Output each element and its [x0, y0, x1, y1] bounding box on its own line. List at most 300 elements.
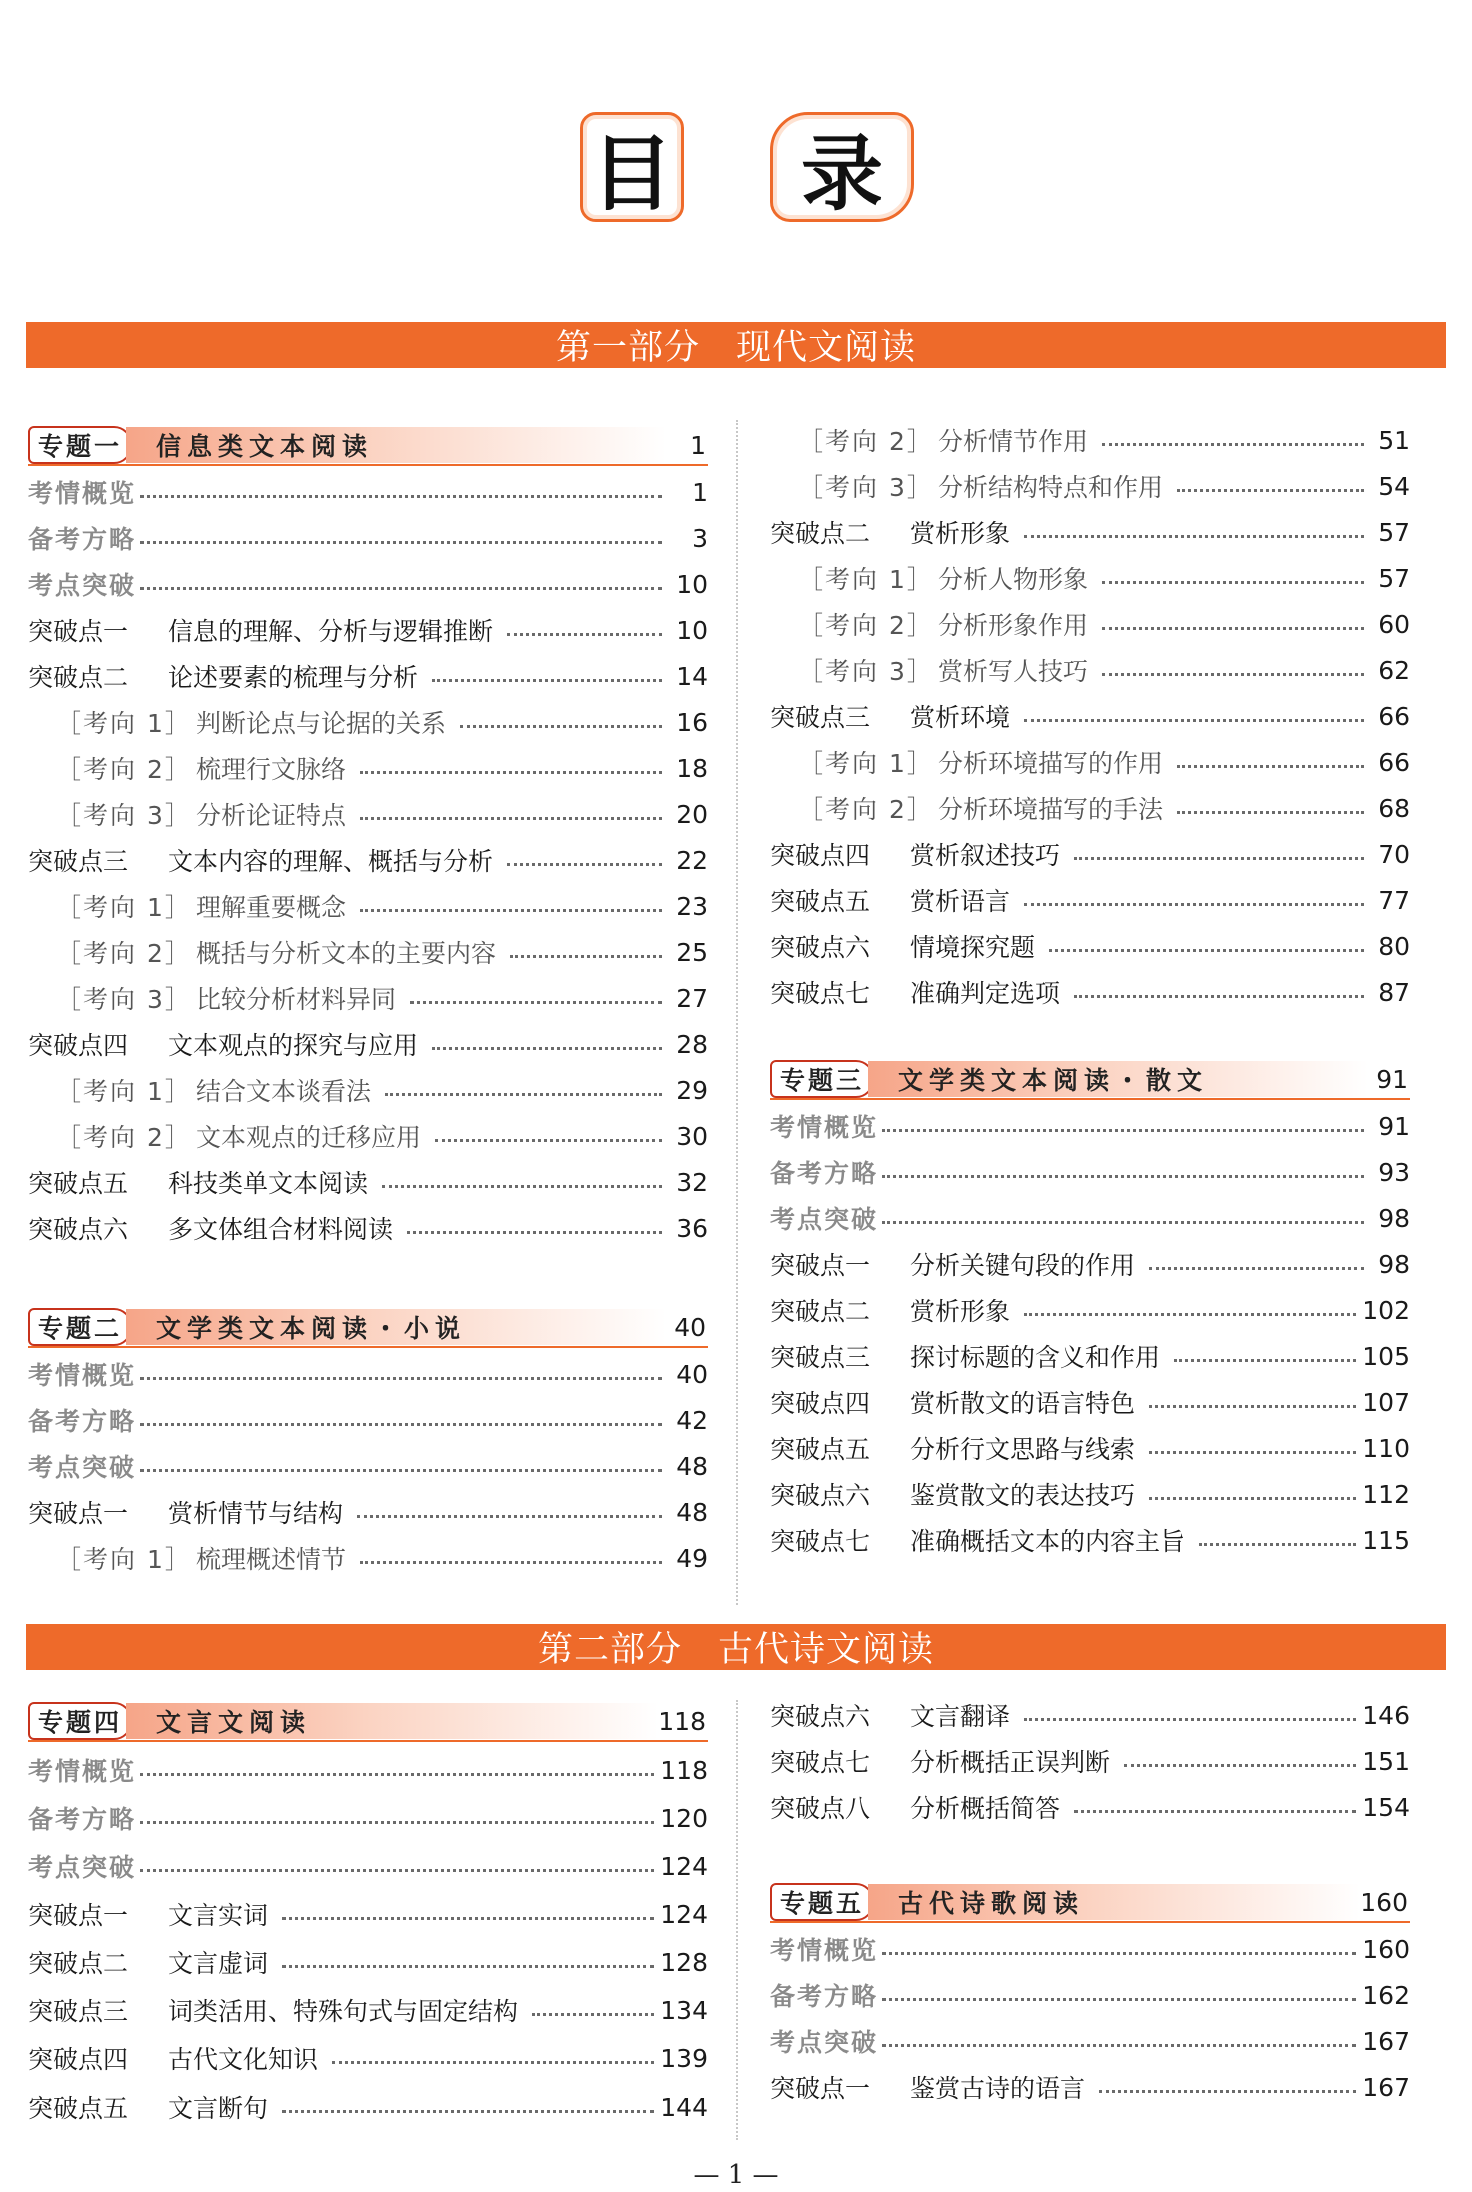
page-number-ref: 16 — [676, 707, 708, 737]
section-heading[interactable] — [770, 1106, 1410, 1146]
toc-entry[interactable] — [770, 1428, 1410, 1468]
subentry-label — [28, 980, 396, 1016]
subentry-number: ［考向 3］ — [56, 985, 192, 1014]
page-number-ref: 167 — [1362, 2072, 1410, 2102]
page-number-ref: 29 — [676, 1075, 708, 1105]
section-heading[interactable] — [770, 1152, 1410, 1192]
page-number-ref: 14 — [676, 661, 708, 691]
page-number-ref: 3 — [692, 523, 708, 553]
entry-number: 突破点一 — [28, 617, 129, 646]
topic-tag: 专题二 — [28, 1308, 132, 1346]
entry-number: 突破点五 — [770, 887, 871, 916]
entry-number: 突破点一 — [770, 2074, 871, 2103]
topic-tag: 专题一 — [28, 426, 132, 464]
subentry-name: 判断论点与论据的关系 — [196, 709, 447, 738]
subentry-name: 分析情节作用 — [938, 427, 1089, 456]
toc-entry[interactable] — [770, 1520, 1410, 1560]
subentry-number: ［考向 3］ — [798, 473, 934, 502]
entry-label — [770, 1430, 1135, 1466]
page-number-ref: 49 — [676, 1543, 708, 1573]
page-number-ref: 40 — [676, 1359, 708, 1389]
toc-entry[interactable] — [770, 1382, 1410, 1422]
toc-title — [0, 112, 1472, 222]
entry-number: 突破点二 — [28, 1949, 129, 1978]
section-heading[interactable] — [770, 1929, 1410, 1969]
part-banner-2: 第二部分 古代诗文阅读 — [26, 1624, 1446, 1670]
leader-dots — [140, 1821, 654, 1824]
entry-label — [28, 1026, 418, 1062]
entry-name: 赏析散文的语言特色 — [910, 1389, 1136, 1418]
entry-label — [770, 928, 1035, 964]
leader-dots — [140, 587, 662, 590]
entry-number: 突破点二 — [770, 519, 871, 548]
page-number-ref: 146 — [1362, 1700, 1410, 1730]
page-number-ref: 54 — [1378, 471, 1410, 501]
page-number-ref: 57 — [1378, 517, 1410, 547]
topic-heading[interactable] — [28, 1308, 708, 1348]
entry-label — [28, 2040, 318, 2076]
entry-label — [770, 836, 1060, 872]
toc-entry[interactable] — [770, 972, 1410, 1012]
topic-name: 古代诗歌阅读 — [868, 1884, 1360, 1920]
leader-dots — [1177, 765, 1364, 768]
section-heading[interactable] — [28, 1446, 708, 1486]
page-number-ref: 68 — [1378, 793, 1410, 823]
page-number-ref: 91 — [1378, 1111, 1410, 1141]
subentry-number: ［考向 2］ — [56, 939, 192, 968]
leader-dots — [1149, 1405, 1356, 1408]
subentry-label — [28, 888, 346, 924]
page-number-ref: 98 — [1378, 1249, 1410, 1279]
topic-heading[interactable] — [770, 1883, 1410, 1923]
entry-number: 突破点八 — [770, 1794, 871, 1823]
toc-entry[interactable] — [28, 610, 708, 650]
leader-dots — [435, 1139, 662, 1142]
entry-label — [770, 974, 1060, 1010]
entry-number: 突破点三 — [28, 1997, 129, 2026]
page-number-ref: 23 — [676, 891, 708, 921]
leader-dots — [140, 1869, 654, 1872]
section-label: 备考方略 — [28, 1805, 137, 1834]
entry-label — [770, 1246, 1135, 1282]
entry-number: 突破点四 — [770, 841, 871, 870]
subentry-name: 分析环境描写的作用 — [938, 749, 1164, 778]
leader-dots — [282, 2110, 654, 2113]
subentry-label — [770, 652, 1088, 688]
toc-subentry[interactable] — [28, 794, 708, 834]
page-number-ref: 28 — [676, 1029, 708, 1059]
subentry-name: 分析形象作用 — [938, 611, 1089, 640]
entry-number: 突破点三 — [28, 847, 129, 876]
entry-number: 突破点三 — [770, 703, 871, 732]
leader-dots — [140, 1469, 662, 1472]
leader-dots — [882, 1129, 1364, 1132]
entry-name: 分析关键句段的作用 — [910, 1251, 1136, 1280]
page-number-ref: 66 — [1378, 701, 1410, 731]
section-label: 考情概览 — [28, 479, 137, 508]
page-number-ref: 115 — [1362, 1525, 1410, 1555]
entry-label — [28, 658, 418, 694]
leader-dots — [1074, 857, 1364, 860]
entry-number: 突破点五 — [28, 2094, 129, 2123]
section-heading[interactable] — [770, 1975, 1410, 2015]
entry-number: 突破点一 — [28, 1901, 129, 1930]
leader-dots — [282, 1917, 654, 1920]
entry-number: 突破点二 — [28, 663, 129, 692]
toc-entry[interactable] — [28, 2087, 708, 2127]
entry-number: 突破点五 — [770, 1435, 871, 1464]
entry-label — [770, 1697, 1010, 1733]
section-label: 考点突破 — [28, 571, 137, 600]
toc-entry[interactable] — [770, 1695, 1410, 1735]
page-number-ref: 30 — [676, 1121, 708, 1151]
entry-number: 突破点六 — [28, 1215, 129, 1244]
entry-name: 文本观点的探究与应用 — [168, 1031, 419, 1060]
toc-entry[interactable] — [770, 1741, 1410, 1781]
leader-dots — [357, 1515, 662, 1518]
toc-entry[interactable] — [28, 1492, 708, 1532]
page-number-ref: 151 — [1362, 1746, 1410, 1776]
leader-dots — [510, 955, 662, 958]
subentry-label — [770, 744, 1163, 780]
subentry-label — [770, 468, 1163, 504]
leader-dots — [1024, 1718, 1356, 1721]
entry-number: 突破点七 — [770, 1527, 871, 1556]
page-number-ref: 134 — [660, 1995, 708, 2025]
page-number-ref: 118 — [658, 1706, 706, 1736]
entry-name: 文言实词 — [168, 1901, 269, 1930]
entry-label — [770, 1292, 1010, 1328]
entry-name: 赏析叙述技巧 — [910, 841, 1061, 870]
page-number-ref: 160 — [1362, 1934, 1410, 1964]
subentry-label — [28, 750, 346, 786]
toc-subentry[interactable] — [770, 742, 1410, 782]
entry-name: 赏析形象 — [910, 519, 1011, 548]
topic-tag: 专题三 — [770, 1060, 874, 1098]
subentry-label — [28, 1540, 346, 1576]
section-heading[interactable] — [28, 518, 708, 558]
section-heading[interactable] — [28, 1846, 708, 1886]
topic-tag: 专题四 — [28, 1702, 132, 1740]
entry-label — [28, 2089, 268, 2125]
page-number-ref: 139 — [660, 2043, 708, 2073]
subentry-number: ［考向 1］ — [56, 893, 192, 922]
toc-entry[interactable] — [28, 1894, 708, 1934]
toc-entry[interactable] — [770, 834, 1410, 874]
leader-dots — [1024, 1313, 1356, 1316]
entry-name: 古代文化知识 — [168, 2045, 319, 2074]
subentry-number: ［考向 2］ — [56, 1123, 192, 1152]
toc-entry[interactable] — [770, 2067, 1410, 2107]
entry-number: 突破点四 — [28, 1031, 129, 1060]
page-number-ref: 57 — [1378, 563, 1410, 593]
toc-entry[interactable] — [28, 1024, 708, 1064]
entry-number: 突破点六 — [770, 1481, 871, 1510]
entry-name: 情境探究题 — [910, 933, 1036, 962]
page-number-ref: 70 — [1378, 839, 1410, 869]
page-number-ref: 20 — [676, 799, 708, 829]
subentry-name: 分析人物形象 — [938, 565, 1089, 594]
subentry-name: 分析环境描写的手法 — [938, 795, 1164, 824]
entry-number: 突破点五 — [28, 1169, 129, 1198]
page-number-ref: 60 — [1378, 609, 1410, 639]
section-heading[interactable] — [28, 1798, 708, 1838]
section-heading[interactable] — [28, 564, 708, 604]
toc-subentry[interactable] — [770, 604, 1410, 644]
toc-subentry[interactable] — [28, 1070, 708, 1110]
toc-entry[interactable] — [770, 1290, 1410, 1330]
topic-tag: 专题五 — [770, 1883, 874, 1921]
toc-entry[interactable] — [770, 1787, 1410, 1827]
entry-label — [770, 1522, 1185, 1558]
toc-subentry[interactable] — [28, 702, 708, 742]
entry-name: 分析概括正误判断 — [910, 1748, 1111, 1777]
toc-entry[interactable] — [770, 1336, 1410, 1376]
page-number-ref: 1 — [692, 477, 708, 507]
subentry-number: ［考向 2］ — [798, 795, 934, 824]
leader-dots — [282, 1965, 654, 1968]
entry-label — [770, 1384, 1135, 1420]
page-number-ref: 1 — [690, 430, 706, 460]
leader-dots — [1149, 1497, 1356, 1500]
entry-label — [28, 1164, 368, 1200]
subentry-label — [28, 1072, 371, 1108]
leader-dots — [1024, 903, 1364, 906]
toc-entry[interactable] — [770, 1244, 1410, 1284]
leader-dots — [532, 2013, 654, 2016]
entry-name: 准确概括文本的内容主旨 — [910, 1527, 1186, 1556]
section-heading[interactable] — [28, 1400, 708, 1440]
toc-entry[interactable] — [770, 1474, 1410, 1514]
page-number-ref: 154 — [1362, 1792, 1410, 1822]
leader-dots — [1102, 581, 1364, 584]
page-number-ref: 124 — [660, 1899, 708, 1929]
entry-name: 赏析情节与结构 — [168, 1499, 344, 1528]
toc-entry[interactable] — [770, 696, 1410, 736]
toc-entry[interactable] — [28, 840, 708, 880]
section-label: 考点突破 — [770, 2028, 879, 2057]
topic-heading[interactable] — [28, 426, 708, 466]
subentry-label — [28, 704, 446, 740]
entry-number: 突破点七 — [770, 979, 871, 1008]
topic-heading[interactable] — [770, 1060, 1410, 1100]
leader-dots — [1049, 949, 1364, 952]
page-number-ref: 120 — [660, 1803, 708, 1833]
entry-label — [770, 882, 1010, 918]
subentry-label — [28, 1118, 421, 1154]
subentry-number: ［考向 3］ — [56, 801, 192, 830]
leader-dots — [385, 1093, 662, 1096]
section-label: 考点突破 — [770, 1205, 879, 1234]
entry-label — [28, 612, 493, 648]
toc-entry[interactable] — [28, 2038, 708, 2078]
entry-name: 赏析语言 — [910, 887, 1011, 916]
leader-dots — [410, 1001, 662, 1004]
toc-subentry[interactable] — [28, 978, 708, 1018]
topic-name: 文学类文本阅读・散文 — [868, 1061, 1368, 1097]
page-number-ref: 27 — [676, 983, 708, 1013]
entry-name: 赏析形象 — [910, 1297, 1011, 1326]
subentry-number: ［考向 3］ — [798, 657, 934, 686]
page-number-ref: 167 — [1362, 2026, 1410, 2056]
section-label: 备考方略 — [770, 1982, 879, 2011]
leader-dots — [1102, 627, 1364, 630]
page-number-ref: 51 — [1378, 425, 1410, 455]
page-number-ref: 10 — [676, 569, 708, 599]
section-heading[interactable] — [28, 1750, 708, 1790]
toc-entry[interactable] — [28, 1942, 708, 1982]
page-number-ref: 42 — [676, 1405, 708, 1435]
leader-dots — [140, 1773, 654, 1776]
toc-entry[interactable] — [28, 1208, 708, 1248]
subentry-label — [28, 934, 496, 970]
topic-name: 文学类文本阅读・小说 — [126, 1309, 666, 1345]
subentry-number: ［考向 1］ — [798, 565, 934, 594]
entry-number: 突破点六 — [770, 1702, 871, 1731]
section-label: 考点突破 — [28, 1453, 137, 1482]
page-number-ref: 93 — [1378, 1157, 1410, 1187]
section-label: 考情概览 — [28, 1757, 137, 1786]
entry-label — [28, 1896, 268, 1932]
toc-subentry[interactable] — [28, 886, 708, 926]
entry-number: 突破点四 — [770, 1389, 871, 1418]
section-label: 备考方略 — [28, 1407, 137, 1436]
page-number-ref: 62 — [1378, 655, 1410, 685]
toc-subentry[interactable] — [770, 558, 1410, 598]
page-number-ref: 128 — [660, 1947, 708, 1977]
entry-name: 准确判定选项 — [910, 979, 1061, 1008]
entry-name: 分析行文思路与线索 — [910, 1435, 1136, 1464]
page-number-ref: 87 — [1378, 977, 1410, 1007]
subentry-number: ［考向 1］ — [56, 709, 192, 738]
toc-subentry[interactable] — [770, 788, 1410, 828]
page-number-ref: 25 — [676, 937, 708, 967]
leader-dots — [140, 1377, 662, 1380]
toc-subentry[interactable] — [28, 1538, 708, 1578]
section-heading[interactable] — [28, 1354, 708, 1394]
entry-number: 突破点四 — [28, 2045, 129, 2074]
leader-dots — [1024, 719, 1364, 722]
subentry-number: ［考向 2］ — [798, 611, 934, 640]
section-heading[interactable] — [770, 1198, 1410, 1238]
page-number-ref: 40 — [674, 1312, 706, 1342]
toc-subentry[interactable] — [770, 650, 1410, 690]
page-number-ref: 144 — [660, 2092, 708, 2122]
toc-subentry[interactable] — [770, 420, 1410, 460]
page-number-ref: 48 — [676, 1451, 708, 1481]
subentry-name: 赏析写人技巧 — [938, 657, 1089, 686]
entry-label — [28, 1944, 268, 1980]
entry-label — [770, 2069, 1085, 2105]
entry-name: 科技类单文本阅读 — [168, 1169, 369, 1198]
toc-entry[interactable] — [770, 926, 1410, 966]
leader-dots — [140, 495, 662, 498]
entry-name: 赏析环境 — [910, 703, 1011, 732]
page-number-ref: 162 — [1362, 1980, 1410, 2010]
entry-number: 突破点七 — [770, 1748, 871, 1777]
leader-dots — [882, 2044, 1356, 2047]
leader-dots — [882, 1952, 1356, 1955]
page-number-ref: 91 — [1376, 1064, 1408, 1094]
entry-name: 文言翻译 — [910, 1702, 1011, 1731]
section-label: 备考方略 — [770, 1159, 879, 1188]
toc-entry[interactable] — [28, 1990, 708, 2030]
leader-dots — [432, 679, 662, 682]
leader-dots — [360, 771, 662, 774]
entry-label — [770, 1338, 1160, 1374]
subentry-name: 结合文本谈看法 — [196, 1077, 372, 1106]
leader-dots — [360, 817, 662, 820]
topic-heading[interactable] — [28, 1702, 708, 1742]
subentry-name: 文本观点的迁移应用 — [196, 1123, 422, 1152]
page-number-ref: 10 — [676, 615, 708, 645]
entry-number: 突破点二 — [770, 1297, 871, 1326]
subentry-number: ［考向 1］ — [56, 1545, 192, 1574]
entry-label — [28, 1210, 393, 1246]
toc-subentry[interactable] — [28, 1116, 708, 1156]
entry-label — [770, 1476, 1135, 1512]
leader-dots — [1102, 443, 1364, 446]
entry-name: 分析概括简答 — [910, 1794, 1061, 1823]
toc-subentry[interactable] — [770, 466, 1410, 506]
page-number-ref: 48 — [676, 1497, 708, 1527]
title-char-lu: 录 — [770, 112, 914, 222]
leader-dots — [1024, 535, 1364, 538]
toc-entry[interactable] — [770, 880, 1410, 920]
leader-dots — [1074, 1810, 1356, 1813]
subentry-number: ［考向 2］ — [798, 427, 934, 456]
page-number-ref: 124 — [660, 1851, 708, 1881]
entry-name: 鉴赏古诗的语言 — [910, 2074, 1086, 2103]
page-number-ref: 107 — [1362, 1387, 1410, 1417]
page-number-ref: 18 — [676, 753, 708, 783]
section-heading[interactable] — [770, 2021, 1410, 2061]
section-label: 考情概览 — [28, 1361, 137, 1390]
entry-name: 探讨标题的含义和作用 — [910, 1343, 1161, 1372]
page-number-ref: 32 — [676, 1167, 708, 1197]
leader-dots — [882, 1998, 1356, 2001]
column-divider — [736, 420, 738, 1605]
leader-dots — [1102, 673, 1364, 676]
entry-name: 论述要素的梳理与分析 — [168, 663, 419, 692]
leader-dots — [360, 1561, 662, 1564]
toc-entry[interactable] — [28, 656, 708, 696]
section-heading[interactable] — [28, 472, 708, 512]
subentry-name: 分析结构特点和作用 — [938, 473, 1164, 502]
toc-subentry[interactable] — [28, 932, 708, 972]
entry-name: 信息的理解、分析与逻辑推断 — [168, 617, 494, 646]
leader-dots — [1149, 1451, 1356, 1454]
title-char-mu: 目 — [580, 112, 684, 222]
subentry-name: 梳理行文脉络 — [196, 755, 347, 784]
page-number-ref: 66 — [1378, 747, 1410, 777]
subentry-label — [770, 560, 1088, 596]
subentry-label — [770, 606, 1088, 642]
topic-name: 信息类文本阅读 — [126, 427, 666, 463]
page-number-ref: 77 — [1378, 885, 1410, 915]
column-divider-2 — [736, 1700, 738, 2140]
page-number: — 1 — — [693, 2160, 779, 2190]
leader-dots — [1177, 489, 1364, 492]
entry-name: 文言断句 — [168, 2094, 269, 2123]
page-number-ref: 22 — [676, 845, 708, 875]
leader-dots — [1177, 811, 1364, 814]
toc-subentry[interactable] — [28, 748, 708, 788]
toc-entry[interactable] — [28, 1162, 708, 1202]
toc-entry[interactable] — [770, 512, 1410, 552]
page-number-ref: 112 — [1362, 1479, 1410, 1509]
subentry-label — [28, 796, 346, 832]
